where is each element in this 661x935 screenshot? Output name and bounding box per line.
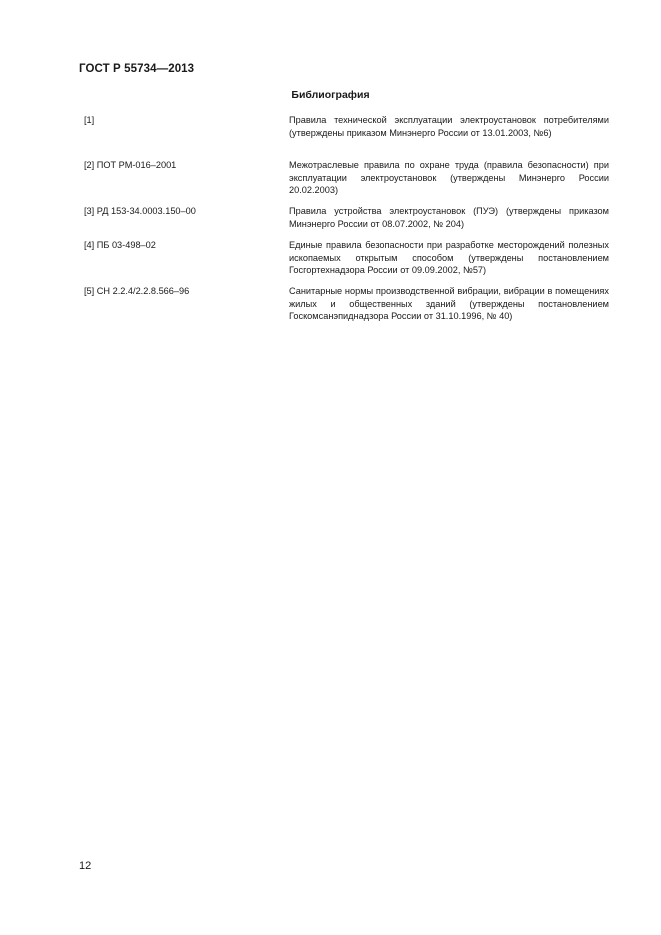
bibliography-description: Санитарные нормы производственной вибрации, вибрации в помещениях жилых и общественных зданий (утверждены постановлением Госкомсанэпиднадзора России от 31.10.1996, № 40) [289,286,609,321]
bibliography-ref: [5] СН 2.2.4/2.2.8.566–96 [84,286,190,296]
bibliography-ref: [3] РД 153-34.0003.150–00 [84,206,196,216]
bibliography-description: Правила устройства электроустановок (ПУЭ) (утверждены приказом Минэнерго России от 08.07.2002, № 204) [289,206,609,229]
bibliography-ref: [4] ПБ 03-498–02 [84,240,156,250]
bibliography-description: Единые правила безопасности при разработке месторождений полезных ископаемых открытым способом (утверждены постановлением Госгортехнадзора России от 09.09.2002, №57) [289,240,609,275]
document-code: ГОСТ Р 55734—2013 [79,63,195,75]
bibliography-description: Межотраслевые правила по охране труда (правила безопасности) при эксплуатации электроустановок (утверждены Минэнерго России 20.02.2003) [289,160,609,195]
bibliography-ref: [1] [84,115,95,125]
section-title: Библиография [291,89,370,101]
bibliography-description: Правила технической эксплуатации электроустановок потребителями (утверждены приказом Минэнерго России от 13.01.2003, №6) [289,115,609,138]
bibliography-ref: [2] ПОТ РМ-016–2001 [84,160,177,170]
page-number: 12 [79,860,92,872]
